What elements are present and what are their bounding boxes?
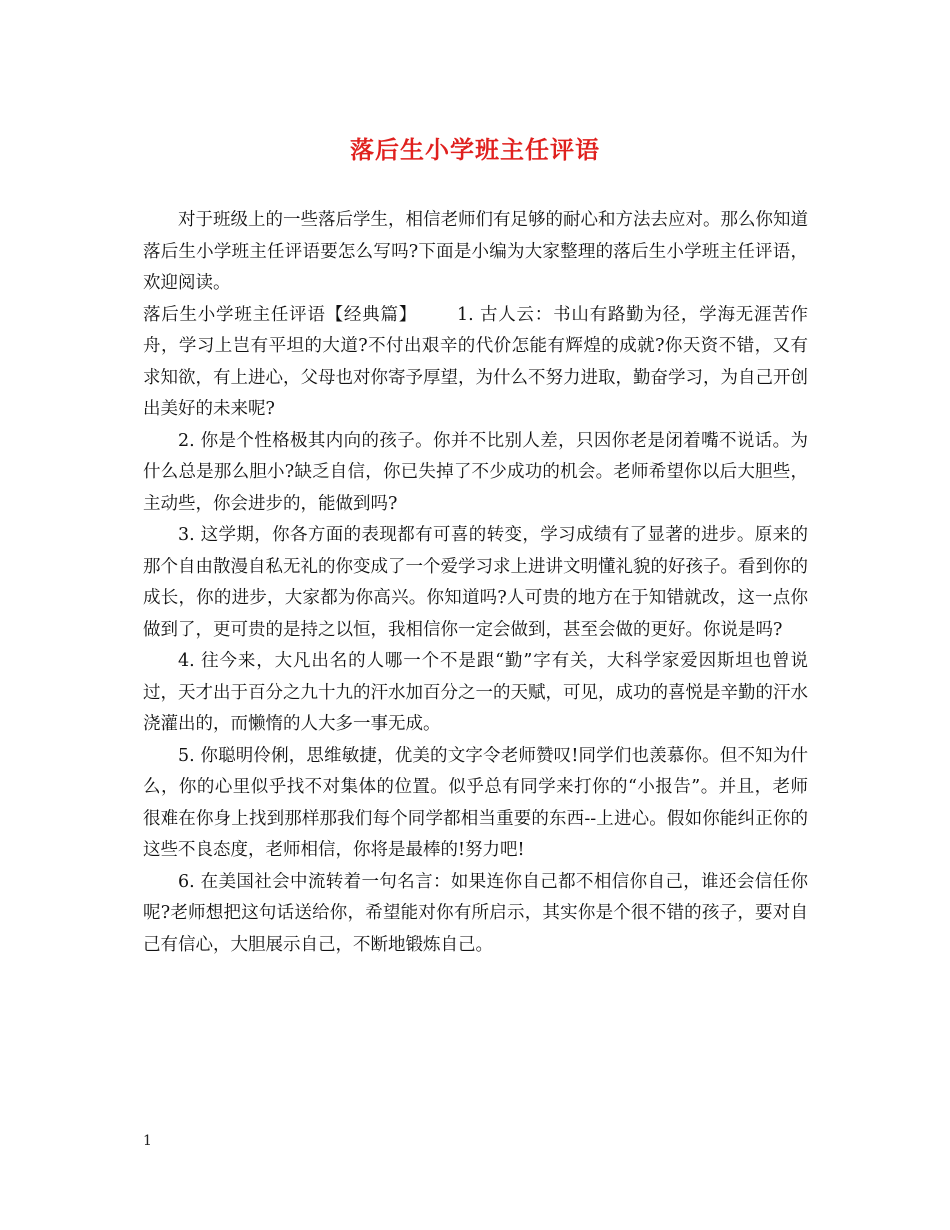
document-body <box>143 205 808 961</box>
comment-item-3: 3. 这学期，你各方面的表现都有可喜的转变，学习成绩有了显著的进步。原来的那个自由散漫自私无礼的你变成了一个爱学习求上进讲文明懂礼貌的好孩子。看到你的成长，你的进步，大家都为你高兴。你知道吗?人可贵的地方在于知错就改，这一点你做到了，更可贵的是持之以恒，我相信你一定会做到，甚至会做的更好。你说是吗? <box>143 525 808 640</box>
comment-item-1: 1. 古人云：书山有路勤为径，学海无涯苦作舟，学习上岂有平坦的大道?不付出艰辛的代价怎能有辉煌的成就?你天资不错，又有求知欲，有上进心，父母也对你寄予厚望，为什么不努力进取，勤奋学习，为自己开创出美好的未来呢? <box>143 304 809 419</box>
intro-paragraph: 对于班级上的一些落后学生，相信老师们有足够的耐心和方法去应对。那么你知道落后生小学班主任评语要怎么写吗?下面是小编为大家整理的落后生小学班主任评语，欢迎阅读。 <box>143 210 808 293</box>
section-heading: 落后生小学班主任评语【经典篇】 <box>143 304 417 325</box>
page-number: 1 <box>143 1133 152 1149</box>
section-paragraph <box>143 300 808 426</box>
comment-item-2: 2. 你是个性格极其内向的孩子。你并不比别人差，只因你老是闭着嘴不说话。为什么总是那么胆小?缺乏自信，你已失掉了不少成功的机会。老师希望你以后大胆些，主动些，你会进步的，能做到吗? <box>143 430 808 514</box>
comment-item-6: 6. 在美国社会中流转着一句名言：如果连你自己都不相信你自己，谁还会信任你呢?老师想把这句话送给你，希望能对你有所启示，其实你是个很不错的孩子，要对自己有信心，大胆展示自己，不断地锻炼自己。 <box>143 871 808 955</box>
document-title: 落后生小学班主任评语 <box>350 135 600 164</box>
comment-item-4: 4. 往今来，大凡出名的人哪一个不是跟“勤”字有关，大科学家爱因斯坦也曾说过，天才出于百分之九十九的汗水加百分之一的天赋，可见，成功的喜悦是辛勤的汗水浇灌出的，而懒惰的人大多一事无成。 <box>143 651 808 734</box>
comment-item-5: 5. 你聪明伶俐，思维敏捷，优美的文字令老师赞叹!同学们也羡慕你。但不知为什么，你的心里似乎找不对集体的位置。似乎总有同学来打你的“小报告”。并且，老师很难在你身上找到那样那我们每个同学都相当重要的东西--上进心。假如你能纠正你的这些不良态度，老师相信，你将是最棒的!努力吧! <box>143 745 808 860</box>
